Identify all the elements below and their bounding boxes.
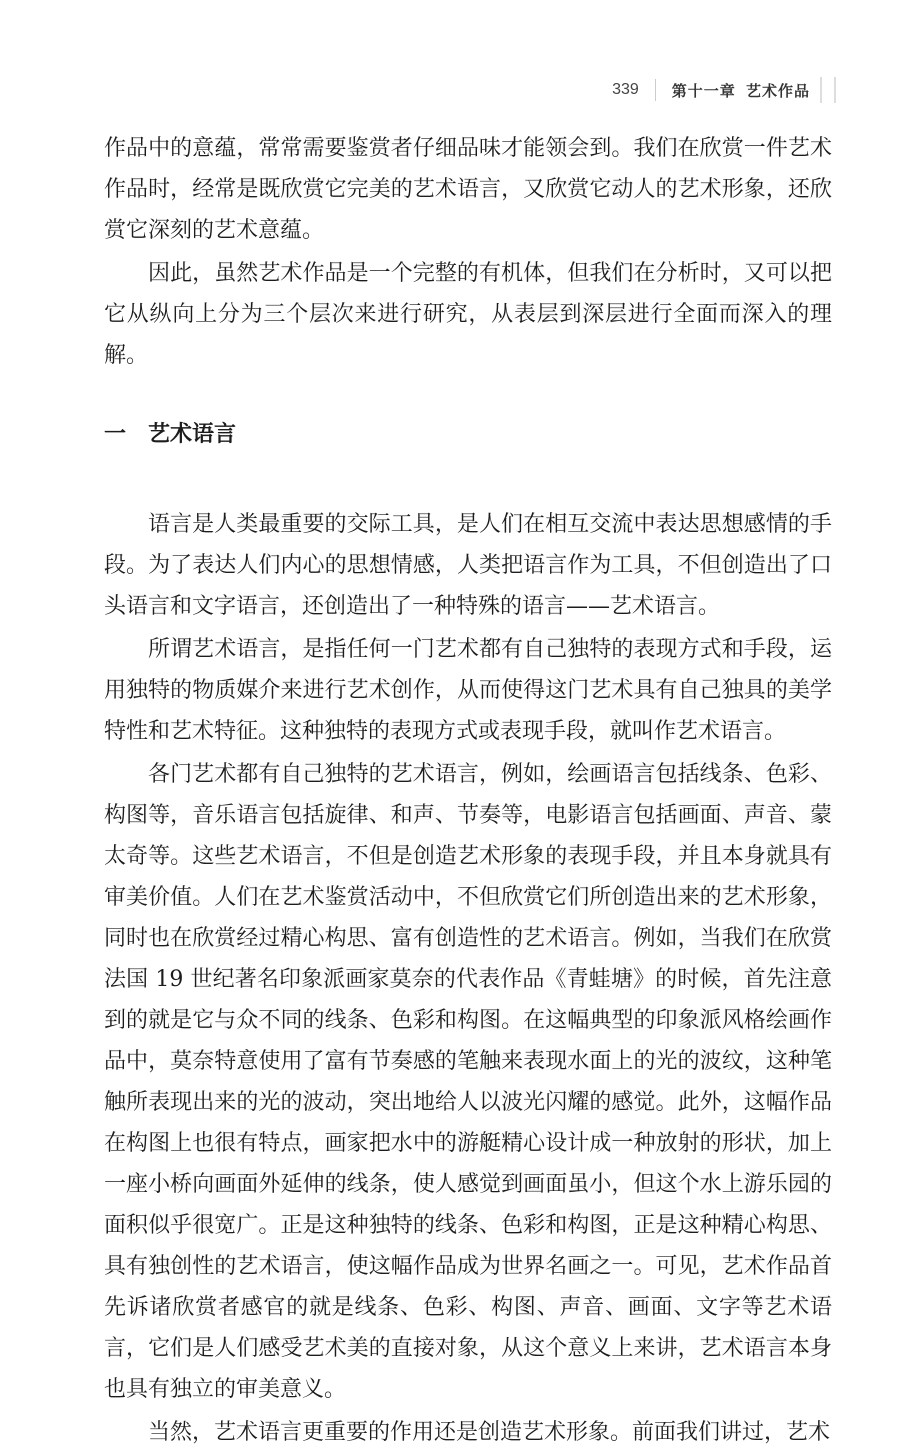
header-divider [655,79,656,101]
paragraph: 所谓艺术语言，是指任何一门艺术都有自己独特的表现方式和手段，运用独特的物质媒介来进行艺术创作，从而使得这门艺术具有自己独具的美学特性和艺术特征。这种独特的表现方式或表现手段，就叫作艺术语言。 [104,637,832,744]
paragraph: 当然，艺术语言更重要的作用还是创造艺术形象。前面我们讲过，艺术 [148,1420,831,1445]
paragraph: 各门艺术都有自己独特的艺术语言，例如，绘画语言包括线条、色彩、构图等，音乐语言包括旋律、和声、节奏等，电影语言包括画面、声音、蒙太奇等。这些艺术语言，不但是创造艺术形象的表现手段，并且本身就具有审美价值。人们在艺术鉴赏活动中，不但欣赏它们所创造出来的艺术形象，同时也在欣赏经过精心构思、富有创造性的艺术语言。例如，当我们在欣赏法国 19 世纪著名印象派画家莫奈的代表作品《青蛙塘》的时候，首先注意到的就是它与众不同的线条、色彩和构图。在这幅典型的印象派风格绘画作品中，莫奈特意使用了富有节奏感的笔触来表现水面上的光的波纹，这种笔触所表现出来的光的波动，突出地给人以波光闪耀的感觉。此外，这幅作品在构图上也很有特点，画家把水中的游艇精心设计成一种放射的形状，加上一座小桥向画面外延伸的线条，使人感觉到画面虽小，但这个水上游乐园的面积似乎很宽广。正是这种独特的线条、色彩和构图，正是这种精心构思、具有独创性的艺术语言，使这幅作品成为世界名画之一。可见，艺术作品首先诉诸欣赏者感官的就是线条、色彩、构图、声音、画面、文字等艺术语言，它们是人们感受艺术美的直接对象，从这个意义上来讲，艺术语言本身也具有独立的审美意义。 [104,762,832,1402]
section-title: 艺术语言 [148,422,237,447]
section-heading [104,414,832,455]
running-header [612,74,836,106]
page-body [104,128,832,1453]
page-number: 339 [612,81,639,98]
paragraph: 语言是人类最重要的交际工具，是人们在相互交流中表达思想感情的手段。为了表达人们内心的思想情感，人类把语言作为工具，不但创造出了口头语言和文字语言，还创造出了一种特殊的语言——艺术语言。 [104,512,832,619]
paragraph-summary: 因此，虽然艺术作品是一个完整的有机体，但我们在分析时，又可以把它从纵向上分为三个层次来进行研究，从表层到深层进行全面而深入的理解。 [104,261,832,368]
section-number: 一 [104,422,127,447]
edge-tab-mark [820,77,836,103]
chapter-title: 第十一章 艺术作品 [671,81,810,100]
paragraph-continued: 作品中的意蕴，常常需要鉴赏者仔细品味才能领会到。我们在欣赏一件艺术作品时，经常是既欣赏它完美的艺术语言，又欣赏它动人的艺术形象，还欣赏它深刻的艺术意蕴。 [104,136,832,243]
